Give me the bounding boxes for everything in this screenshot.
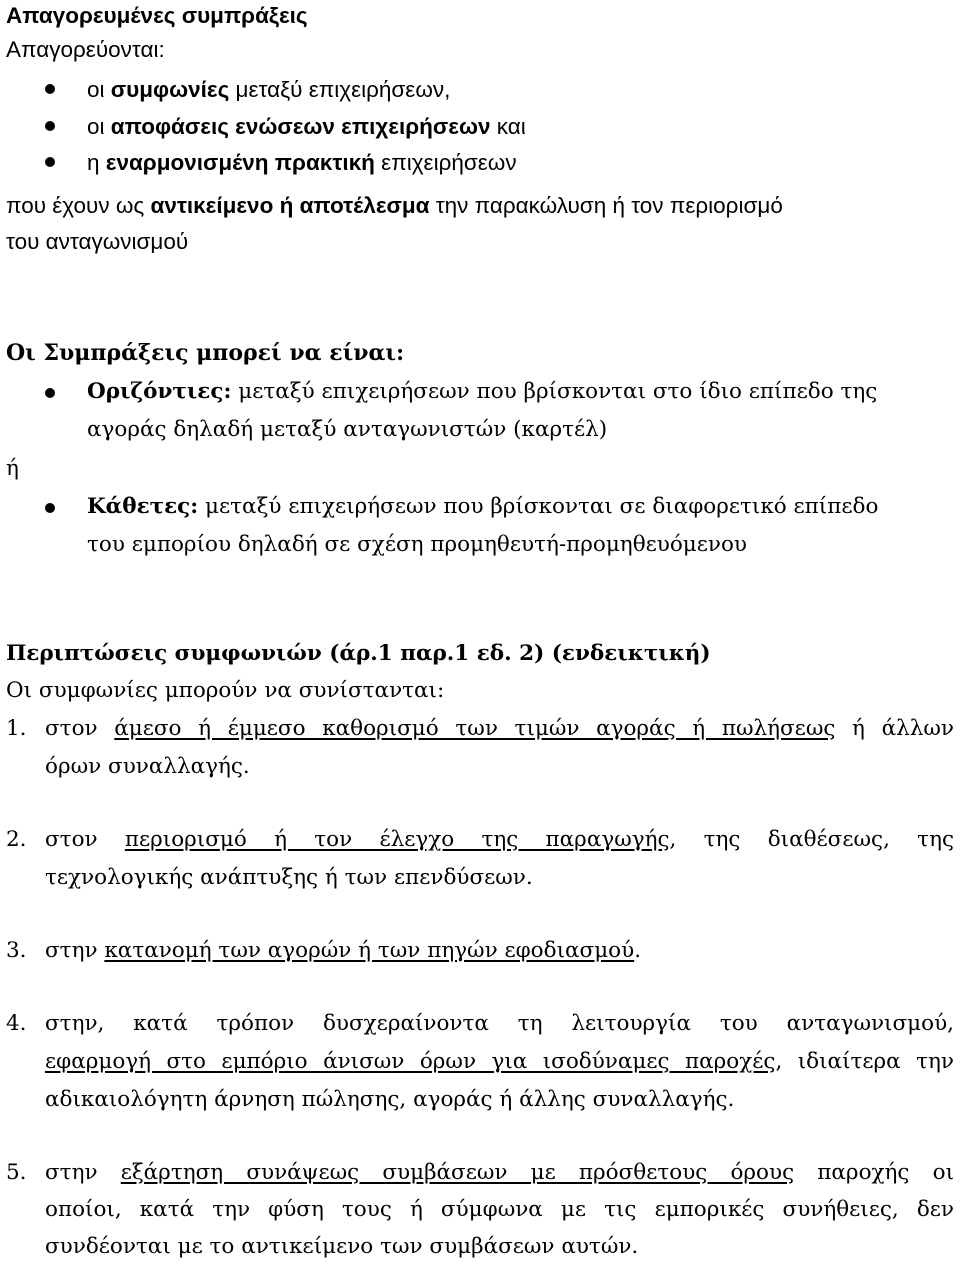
bullet-icon [45, 121, 55, 131]
bullet-icon [45, 84, 55, 94]
list-number: 1. [6, 716, 27, 741]
numbered-item-continuation: αδικαιολόγητη άρνηση πώλησης, αγοράς ή άλλης συναλλαγής. [45, 1087, 735, 1112]
separator-text: ή [6, 456, 19, 481]
numbered-item: στην κατανομή των αγορών ή των πηγών εφοδιασμού. [45, 938, 642, 963]
list-item-continuation: αγοράς δηλαδή μεταξύ ανταγωνιστών (καρτέλ) [87, 417, 608, 442]
paragraph-line: του ανταγωνισμού [6, 229, 189, 254]
numbered-item: στον άμεσο ή έμμεσο καθορισμό των τιμών αγοράς ή πωλήσεως ή άλλων [45, 716, 954, 741]
section-intro: Οι συμφωνίες μπορούν να συνίστανται: [6, 678, 445, 703]
bullet-icon [45, 157, 55, 167]
list-item: η εναρμονισμένη πρακτική επιχειρήσεων [87, 150, 517, 175]
list-number: 3. [6, 938, 27, 963]
numbered-item-continuation: συνδέονται με το αντικείμενο των συμβάσεων αυτών. [45, 1234, 639, 1259]
list-item-continuation: του εμπορίου δηλαδή σε σχέση προμηθευτή-προμηθευόμενου [87, 532, 747, 557]
numbered-item-continuation: όρων συναλλαγής. [45, 754, 250, 779]
numbered-item-continuation: τεχνολογικής ανάπτυξης ή των επενδύσεων. [45, 865, 533, 890]
section-title: Οι Συμπράξεις μπορεί να είναι: [6, 340, 405, 366]
numbered-item-continuation: εφαρμογή στο εμπόριο άνισων όρων για ισοδύναμες παροχές, ιδιαίτερα την [45, 1049, 954, 1074]
bullet-icon [45, 388, 55, 398]
list-item: οι αποφάσεις ενώσεων επιχειρήσεων και [87, 114, 526, 139]
list-item: Κάθετες: μεταξύ επιχειρήσεων που βρίσκονται σε διαφορετικό επίπεδο [87, 494, 879, 519]
bullet-icon [45, 503, 55, 513]
list-number: 5. [6, 1160, 27, 1185]
section-title: Περιπτώσεις συμφωνιών (άρ.1 παρ.1 εδ. 2) (ενδεικτική) [6, 641, 711, 666]
numbered-item-continuation: οποίοι, κατά την φύση τους ή σύμφωνα με τις εμπορικές συνήθειες, δεν [45, 1197, 954, 1222]
list-item: Οριζόντιες: μεταξύ επιχειρήσεων που βρίσκονται στο ίδιο επίπεδο της [87, 379, 878, 404]
list-item: οι συμφωνίες μεταξύ επιχειρήσεων, [87, 77, 451, 102]
numbered-item: στον περιορισμό ή τον έλεγχο της παραγωγής, της διαθέσεως, της [45, 827, 954, 852]
section-title: Απαγορευμένες συμπράξεις [6, 3, 308, 28]
section-intro: Απαγορεύονται: [6, 37, 165, 62]
paragraph-line: που έχουν ως αντικείμενο ή αποτέλεσμα την παρακώλυση ή τον περιορισμό [6, 193, 783, 218]
list-number: 2. [6, 827, 27, 852]
numbered-item: στην, κατά τρόπον δυσχεραίνοντα τη λειτουργία του ανταγωνισμού, [45, 1011, 954, 1036]
list-number: 4. [6, 1011, 27, 1036]
numbered-item: στην εξάρτηση συνάψεως συμβάσεων με πρόσθετους όρους παροχής οι [45, 1160, 954, 1185]
